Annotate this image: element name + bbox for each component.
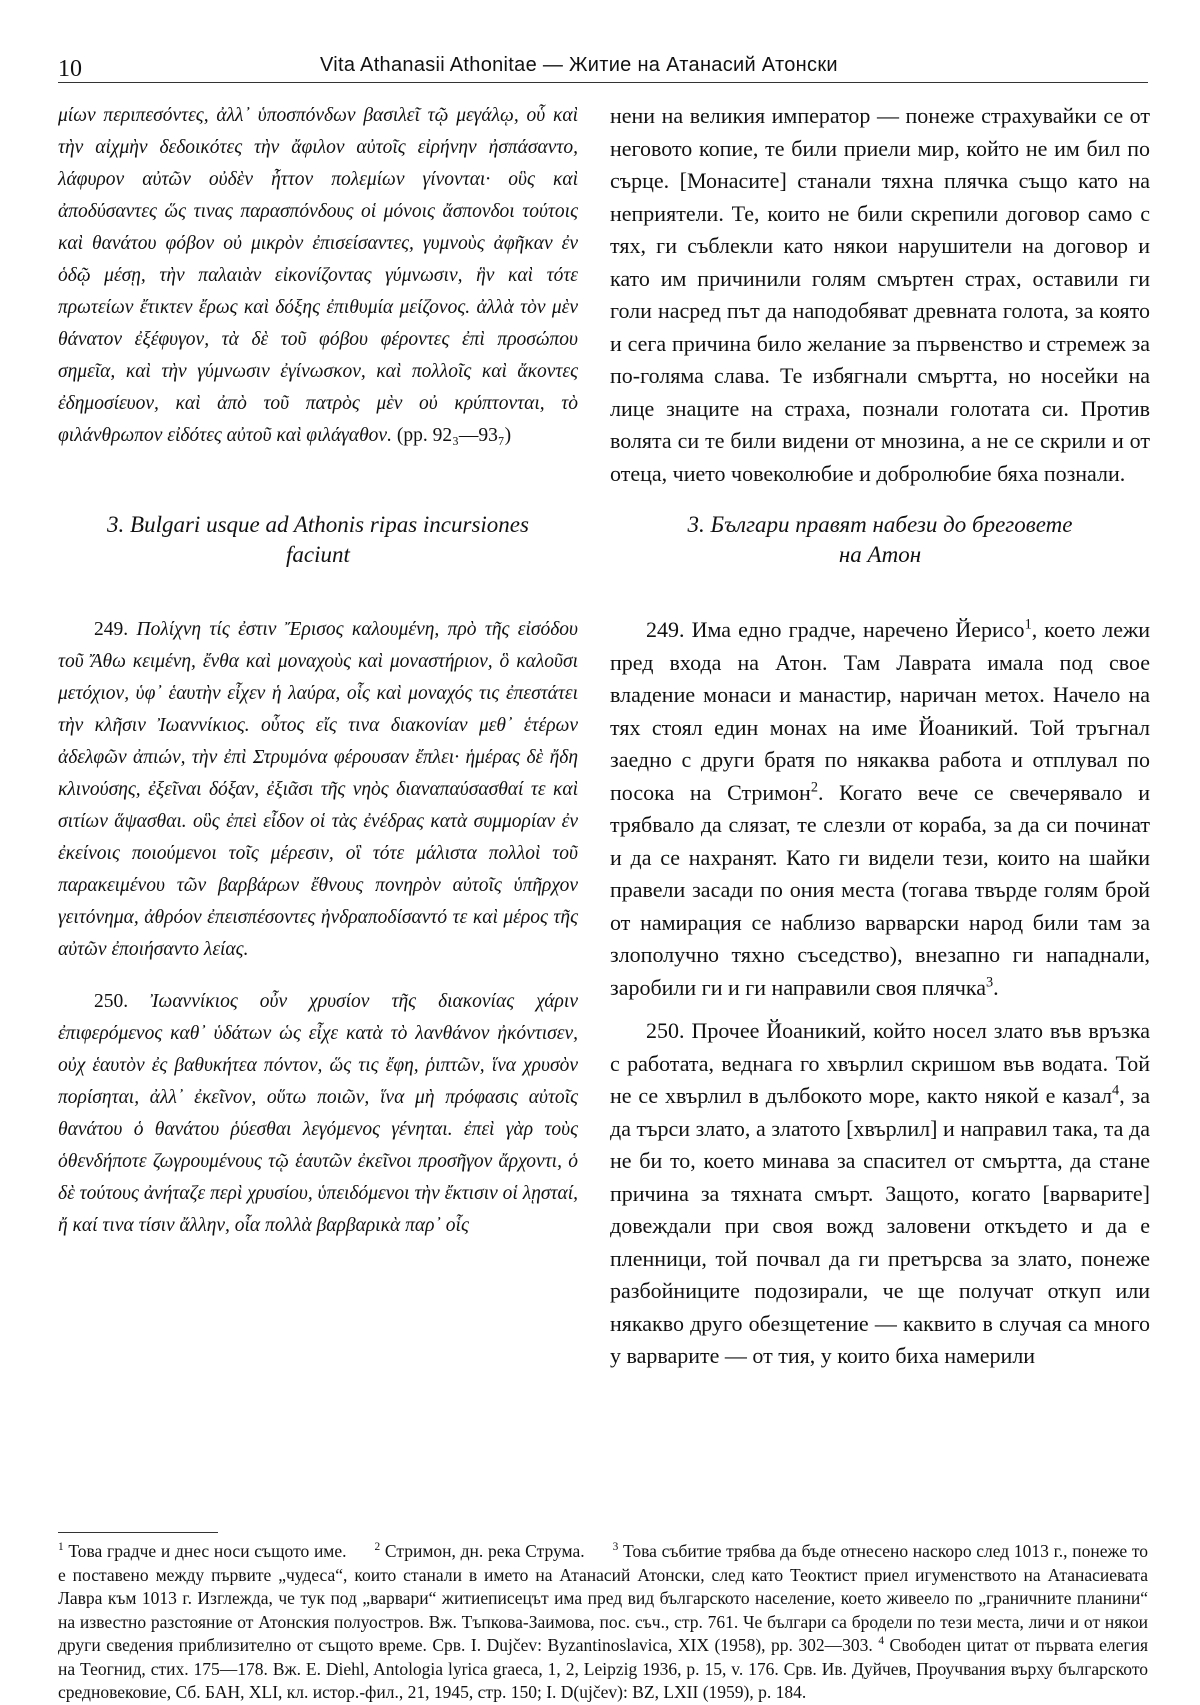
page-number: 10 (58, 56, 82, 82)
section-title-latin-line2: faciunt (286, 542, 350, 567)
bulgarian-top-paragraph: нени на великия император — понеже страхувайки се от неговото копие, те били приели мир, който не им бил по сърце. [Монасите] станали тяхна плячка също като на неприятели. Те, които не били скрепили договор само с тях, ги съблекли като някои нарушители на договор и като им причинили голям смъртен страх, оставили ги голи насред път да наподобяват древната голота, за която и сега причина било желание за първенство и стремеж за по-голяма слава. Те избягнали смъртта, но носейки на лице знаците на страха, познали голотата си. Против волята си те били видени от мнозина, а не се скрили и от отеца, чието човеколюбие и добролюбие бяха познали. (610, 103, 1150, 486)
greek-paragraph-250 (58, 986, 578, 1242)
section-title-bulgarian-line2: на Атон (838, 542, 922, 567)
bulgarian-paragraph-249: 249. Има едно градче, наречено Йерисо$^1$, което лежи пред входа на Атон. Там Лаврата имала под свое владение монаси и манастир, наричан метох. Начело на тях стоял един монах на име Йоаникий. Той тръгнал заедно с други братя по някаква работа и отплувал по посока на Стримон$^2$. Когато вече се свечерявало и трябвало да слязат, те слезли от кораба, за да си починат и да се нахранят. Като ги видели тези, които на шайки правели засади по ония места (тогава твърде голям брой от намирация се наблизо варварски народ били там за злополучно тяхно съседство), внезапно ги нападнали, заробили ги и ги направили своя плячка$^3$. (610, 616, 1150, 1000)
paragraph-number-250-bg: 250. (646, 1018, 685, 1043)
greek-text-249: Πολίχνη τίς ἐστιν Ἔρισος καλουμένη, πρὸ τῆς εἰσόδου τοῦ Ἄθω κειμένη, ἔνθα καὶ μοναχοὺς καὶ μοναστήριον, ὃ καλοῦσι μετόχιον, ὑφ᾽ ἑαυτὴν εἶχεν ἡ λαύρα, οἷς καὶ μοναχός τις ἐπεστάτει τὴν κλῆσιν Ἰωαννίκιος. οὗτος εἴς τινα διακονίαν μεθ᾽ ἑτέρων ἀδελφῶν ἀπιών, τὴν ἐπὶ Στρυμόνα φέρουσαν ἔπλει· ἡμέρας δὲ ἤδη κλινούσης, ἐξεῖναι δόξαν, ἐξιᾶσι τῆς νηὸς διαναπαύσασθαί τε καὶ σιτίων ἅψασθαι. οὓς ἐπεὶ εἶδον οἱ τὰς ἐνέδρας κατὰ συμμορίαν ἐν ἐκείνοις ποιούμενοι τοῖς μέρεσιν, οἳ τότε μάλιστα πολλοὶ τοῦ παρακειμένου τῶν βαρβάρων ἔθνους πονηρὸν αὐτοῖς ὑπῆρχον γειτόνημα, ἀθρόον ἐπεισπέσοντες ἠνδραποδίσαντό τε καὶ μέρος τῆς αὐτῶν ἐποιήσαντο λείας. (58, 619, 579, 960)
footnote-1: $^1$ Това градче и днес носи същото име. (58, 1541, 347, 1561)
footnote-mark-1: 1 (1024, 616, 1032, 633)
greek-top-block (58, 100, 578, 452)
bulgarian-paragraph-250: 250. Прочее Йоаникий, който носел злато във връзка с работата, веднага го хвърлил скришом във водата. Той не се хвърлил в дълбокото море, както някой е казал$^4$, за да търси злато, а златото [хвърлил] и направил така, та да не би то, което минава за спасител от смъртта, да стане причина за тяхната смърт. Защото, когато [варварите] довеждали при своя вожд заловени откъдето и да е пленници, той почвал да ги претърсва за злато, понеже разбойниците подозирали, че ще получат откуп или някакво друго обезщетение — каквито в случая са много у варварите — от тия, у които биха намерили (610, 1018, 1151, 1368)
page-reference: (pp. 92₃—93₇) (396, 425, 512, 446)
running-title: Vita Athanasii Athonitae — Житие на Атанасий Атонски (320, 54, 838, 76)
footnote-3: $^3$ Това събитие трябва да бъде отнесено наскоро след 1013 г., понеже то е поставено между първите „чудеса“, които станали в името на Атанасий Атонски, след като Теоктист приел игуменството на Атанасиевата Лавра към 1013 г. Изглежда, че тук под „варвари“ житиеписецът има пред вид българското население, което живеело по „граничните планини“ на известно разстояние от Атонския полуостров. Вж. Тъпкова-Заимова, пос. съч., стр. 761. Че българи са бродели по тези места, личи и от някои други сведения приблизително от същото време. Срв. I. Dujčev: Byzantinoslavica, XIX (1958), pp. 302—303. (58, 1541, 1149, 1655)
page-header (58, 48, 1148, 88)
section-title-bulgarian (610, 510, 1150, 570)
header-rule (58, 82, 1148, 83)
footnote-rule (58, 1532, 218, 1533)
section-title-bulgarian-line1: 3. Българи правят набези до бреговете (687, 512, 1073, 537)
section-title-latin (58, 510, 578, 570)
greek-text-250: Ἰωαννίκιος οὖν χρυσίον τῆς διακονίας χάριν ἐπιφερόμενος καθ᾽ ὑδάτων ὡς εἶχε κατὰ τὸ λανθάνον ἠκόντισεν, οὐχ ἑαυτὸν ἐς βαθυκήτεα πόντον, ὥς τις ἔφη, ῥιπτῶν, ἵνα χρυσὸν πορίσηται, ἀλλ᾽ ἐκεῖνον, οὕτω ποιῶν, ἵνα μὴ πρόφασις αὐτοῖς θανάτου ὁ θανάτου ῥύεσθαι λεγόμενος γένηται. ἐπεὶ γὰρ τοὺς ὁθενδήποτε ζωγρουμένους τῷ ἑαυτῶν ἐκεῖνοι προσῆγον ἄρχοντι, ὁ δὲ τούτους ἀνήταζε περὶ χρυσίου, ὑπειδόμενοι τὴν ἔκτισιν οἱ λῃσταί, ἤ καί τινα τίσιν ἄλλην, οἷα πολλὰ βαρβαρικὰ παρ᾽ οἷς (58, 991, 578, 1236)
footnotes (58, 1540, 1148, 1705)
paragraph-number-249: 249. (94, 619, 129, 640)
footnote-mark-3: 3 (986, 974, 994, 991)
footnote-2: $^2$ Стримон, дн. река Струма. (374, 1541, 585, 1561)
paragraph-number-249-bg: 249. (646, 617, 685, 642)
footnote-4: $^4$ Свободен цитат от първата елегия на Теогнид, стих. 175—178. Вж. E. Diehl, Antologia lyrica graeca, 1, 2, Leipzig 1936, p. 15, v. 176. Срв. Ив. Дуйчев, Проучвания върху българското средновековие, Сб. БАН, XLI, кл. истор.-фил., 21, 1945, стр. 150; I. D(ujčev): BZ, LXII (1959), p. 184. (58, 1635, 1149, 1702)
footnote-mark-4: 4 (1112, 1082, 1120, 1099)
footnote-mark-2: 2 (810, 779, 818, 796)
section-title-latin-line1: 3. Bulgari usque ad Athonis ripas incursiones (107, 512, 529, 537)
greek-paragraph-249 (58, 614, 578, 966)
bulgarian-top-block (610, 100, 1150, 490)
paragraph-number-250: 250. (94, 991, 129, 1012)
greek-top-paragraph: μίων περιπεσόντες, ἀλλ᾽ ὑποσπόνδων βασιλεῖ τῷ μεγάλῳ, οὗ καὶ τὴν αἰχμὴν δεδοικότες τὴν ἄφιλον αὐτοῖς εἰρήνην ἠσπάσαντο, λάφυρον αὐτῶν οὐδὲν ἧττον πολεμίων γίνονται· οὓς καὶ ἀποδύσαντες ὥς τινας παρασπόνδους οἱ μόνοις ἄσπονδοι τούτοις καὶ θανάτου φόβον οὐ μικρὸν ἐπισείσαντες, γυμνοὺς ἀφῆκαν ἐν ὁδῷ μέσῃ, τὴν παλαιὰν εἰκονίζοντας γύμνωσιν, ἣν καὶ τότε πρωτείων ἔτικτεν ἔρως καὶ δόξης ἐπιθυμία μείζονος. ἀλλὰ τὸν μὲν θάνατον ἐξέφυγον, τὰ δὲ τοῦ φόβου φέροντες ἐπὶ προσώπου σημεῖα, καὶ τὴν γύμνωσιν ἐγίνωσκον, καὶ πολλοῖς καὶ ἄκοντες ἐδημοσίευον, καὶ ἀπὸ τοῦ πατρὸς μὲν οὐ κρύπτονται, τὸ φιλάνθρωπον εἰδότες αὐτοῦ καὶ φιλάγαθον. (pp. 92₃—93₇) (58, 105, 578, 446)
